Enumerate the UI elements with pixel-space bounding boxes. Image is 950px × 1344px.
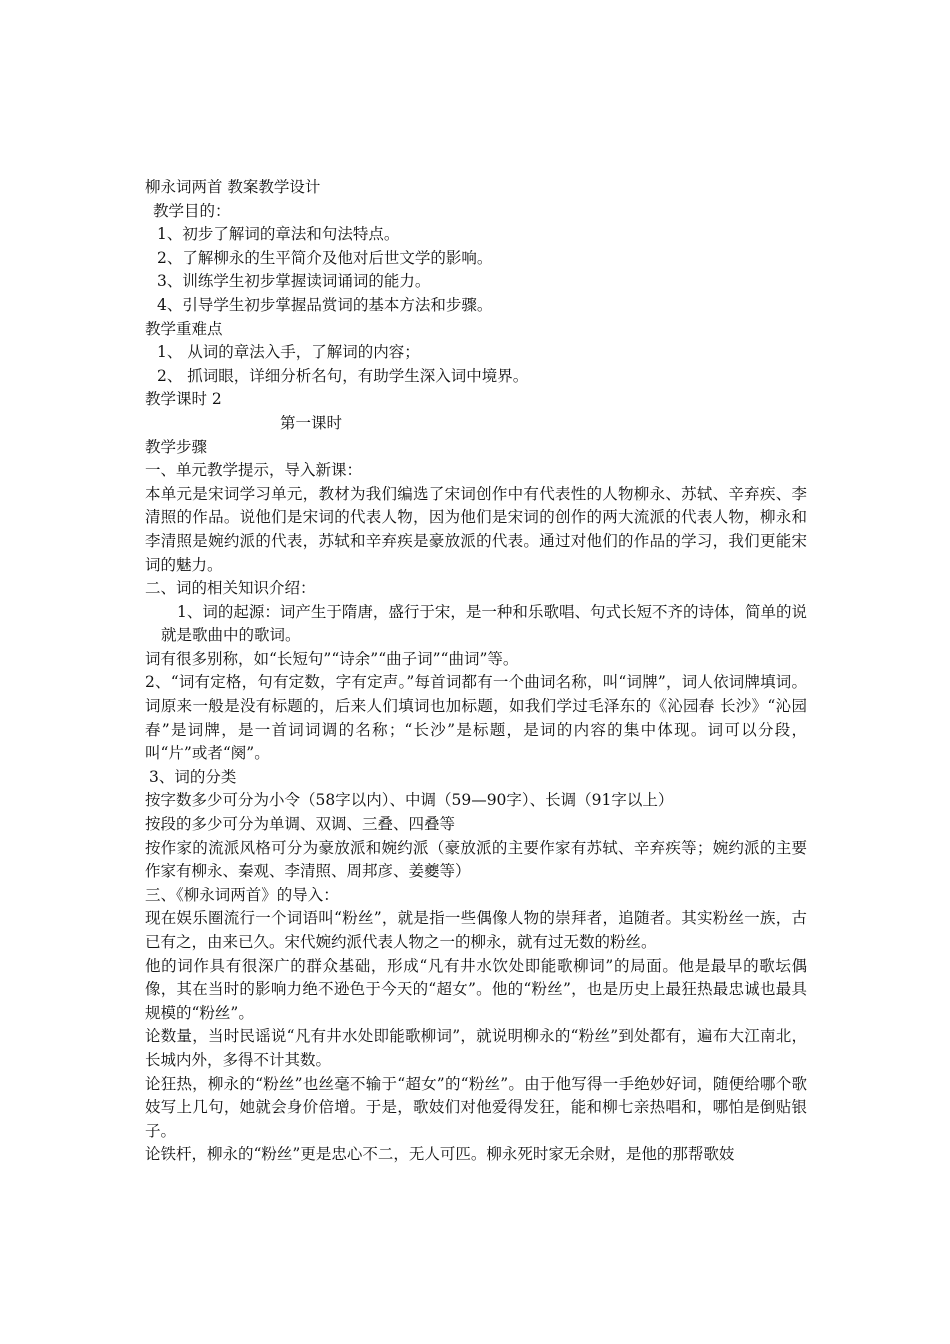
goals-heading: 教学目的： — [153, 201, 231, 220]
classify-heading: 3、词的分类 — [149, 767, 237, 786]
document-body — [145, 176, 807, 1167]
difficulty-item-1: 1、 从词的章法入手，了解词的内容； — [157, 343, 420, 362]
section-3-heading: 三、《柳永词两首》的导入： — [145, 885, 339, 904]
steps-heading: 教学步骤 — [145, 437, 208, 456]
origin-text: 1、词的起源：词产生于隋唐，盛行于宋，是一种和乐歌唱、句式长短不齐的诗体，简单的说就是歌曲中的歌词。 — [161, 602, 807, 645]
classify-item-2: 按段的多少可分为单调、双调、三叠、四叠等 — [145, 815, 456, 834]
classify-item-1: 按字数多少可分为小令（58字以内）、中调（59—90字）、长调（91字以上） — [145, 791, 674, 810]
lesson-title: 第一课时 — [280, 413, 343, 432]
aliases-text: 词有很多别称，如“长短句”“诗余”“曲子词”“曲词”等。 — [145, 649, 519, 668]
section-2-heading: 二、词的相关知识介绍： — [145, 579, 316, 598]
section-1-heading: 一、单元教学提示，导入新课： — [145, 461, 363, 480]
section-3-paragraph-1: 现在娱乐圈流行一个词语叫“粉丝”，就是指一些偶像人物的崇拜者，追随者。其实粉丝一族，古已有之，由来已久。宋代婉约派代表人物之一的柳永，就有过无数的粉丝。 — [145, 909, 807, 951]
classify-item-3: 按作家的流派风格可分为豪放派和婉约派（豪放派的主要作家有苏轼、辛弃疾等；婉约派的主要作家有柳永、秦观、李清照、周邦彦、姜夔等） — [145, 838, 807, 881]
goal-item-2: 2、了解柳永的生平简介及他对后世文学的影响。 — [157, 248, 493, 267]
difficulty-heading: 教学重难点 — [145, 319, 223, 338]
goal-item-3: 3、训练学生初步掌握读词诵词的能力。 — [157, 272, 431, 291]
goal-item-4: 4、引导学生初步掌握品赏词的基本方法和步骤。 — [157, 295, 493, 314]
document-title: 柳永词两首 教案教学设计 — [145, 178, 321, 196]
section-1-text: 本单元是宋词学习单元，教材为我们编选了宋词创作中有代表性的人物柳永、苏轼、辛弃疾、李清照的作品。说他们是宋词的代表人物，因为他们是宋词的创作的两大流派的代表人物，柳永和李清照是婉约派的代表，苏轼和辛弃疾是豪放派的代表。通过对他们的作品的学习，我们更能宋词的魅力。 — [145, 484, 807, 574]
section-3-paragraph-3: 论数量，当时民谣说“凡有井水处即能歌柳词”，就说明柳永的“粉丝”到处都有，遍布大江南北，长城内外，多得不计其数。 — [145, 1027, 807, 1069]
difficulty-item-2: 2、 抓词眼，详细分析名句，有助学生深入词中境界。 — [157, 366, 529, 385]
teaching-hours: 教学课时 2 — [145, 390, 222, 409]
form-text: 2、“词有定格，句有定数，字有定声。”每首词都有一个曲词名称，叫“词牌”，词人依词牌填词。词原来一般是没有标题的，后来人们填词也加标题，如我们学过毛泽东的《沁园春 长沙》“沁园春”是词牌，是一首词词调的名称；“长沙”是标题，是词的内容的集中体现。词可以分段，叫“片”或者“阕”。 — [145, 673, 807, 763]
section-3-paragraph-5: 论铁杆，柳永的“粉丝”更是忠心不二，无人可匹。柳永死时家无余财，是他的那帮歌妓 — [145, 1145, 735, 1164]
goal-item-1: 1、初步了解词的章法和句法特点。 — [157, 225, 400, 244]
section-3-paragraph-4: 论狂热，柳永的“粉丝”也丝毫不输于“超女”的“粉丝”。由于他写得一手绝妙好词，随便给哪个歌妓写上几句，她就会身价倍增。于是，歌妓们对他爱得发狂，能和柳七亲热唱和，哪怕是倒贴银子。 — [145, 1074, 807, 1140]
section-3-paragraph-2: 他的词作具有很深广的群众基础，形成“凡有井水饮处即能歌柳词”的局面。他是最早的歌坛偶像，其在当时的影响力绝不逊色于今天的“超女”。他的“粉丝”，也是历史上最狂热最忠诚也最具规模的“粉丝”。 — [145, 956, 807, 1022]
